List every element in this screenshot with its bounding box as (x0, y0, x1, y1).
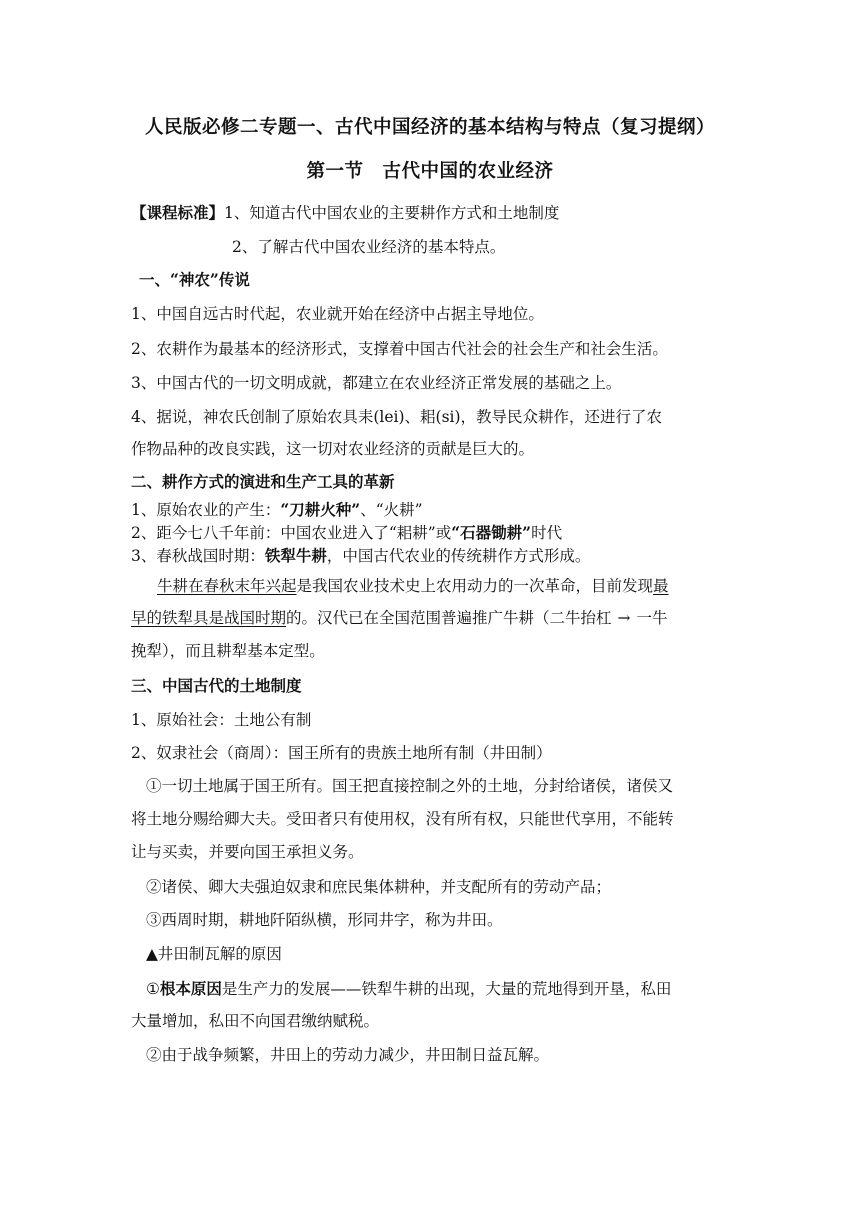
paragraph-1-3: 3、中国古代的一切文明成就，都建立在农业经济正常发展的基础之上。 (131, 374, 622, 392)
paragraph-2-4 (157, 576, 669, 596)
bold-term: 铁犁牛耕 (264, 546, 327, 565)
text-segment: 是我国农业技术史上农用动力的一次革命，目前发现 (296, 577, 654, 595)
bold-term: “刀耕火种” (280, 500, 361, 519)
paragraph-2-5 (131, 608, 668, 628)
text-segment: ，中国古代农业的传统耕作方式形成。 (326, 547, 591, 565)
paragraph-3-3c: 让与买卖，并要向国王承担义务。 (131, 843, 364, 861)
underlined-text: 牛耕在春秋末年兴起 (157, 577, 297, 595)
bold-term: “石器锄耕” (451, 523, 532, 542)
underlined-text: 最 (653, 577, 669, 595)
text-segment: 时代 (531, 524, 563, 542)
text-segment: 的。汉代已在全国范围普遍推广牛耕（二牛抬杠 (286, 609, 612, 627)
text-segment: 2、距今七八千年前：中国农业进入了“耜耕”或 (131, 524, 452, 542)
text-segment: ① (146, 980, 160, 998)
paragraph-3-1: 1、原始社会：土地公有制 (131, 711, 312, 729)
text-segment: 3、春秋战国时期： (131, 547, 265, 565)
paragraph-3-3b: 将土地分赐给卿大夫。受田者只有使用权，没有所有权，只能世代享用，不能转 (131, 810, 674, 828)
paragraph-3-8: 大量增加，私田不向国君缴纳赋税。 (131, 1012, 380, 1030)
paragraph-1-1: 1、中国自远古时代起，农业就开始在经济中占据主导地位。 (131, 305, 544, 323)
paragraph-3-9: ②由于战争频繁，井田上的劳动力减少，井田制日益瓦解。 (146, 1046, 550, 1064)
paragraph-3-7 (146, 979, 671, 999)
course-standard-item-1: 1、知道古代中国农业的主要耕作方式和土地制度 (224, 204, 560, 222)
course-standard-line-1 (131, 203, 559, 223)
paragraph-1-4b: 作物品种的改良实践，这一切对农业经济的贡献是巨大的。 (131, 440, 535, 458)
course-standard-label: 【课程标准】 (131, 203, 225, 222)
heading-land-system: 三、中国古代的土地制度 (131, 676, 302, 695)
paragraph-2-2 (131, 523, 562, 543)
text-segment: 、“火耕” (360, 501, 423, 519)
underlined-text: 早的铁犁具是战国时期 (131, 609, 287, 627)
text-segment: 是生产力的发展——铁犁牛耕的出现，大量的荒地得到开垦，私田 (221, 980, 672, 998)
section-title: 第一节 古代中国的农业经济 (306, 161, 554, 182)
paragraph-1-4a: 4、据说，神农氏创制了原始农具耒(lei)、耜(si)，教导民众耕作，还进行了农 (131, 408, 663, 426)
paragraph-3-4: ②诸侯、卿大夫强迫奴隶和庶民集体耕种，并支配所有的劳动产品； (146, 878, 612, 896)
paragraph-2-1 (131, 500, 423, 520)
paragraph-3-6: ▲井田制瓦解的原因 (146, 945, 282, 963)
paragraph-1-2: 2、农耕作为最基本的经济形式，支撑着中国古代社会的社会生产和社会生活。 (131, 340, 668, 358)
text-segment: 一牛 (636, 609, 668, 627)
document-title: 人民版必修二专题一、古代中国经济的基本结构与特点（复习提纲） (144, 117, 715, 138)
heading-farming-methods: 二、耕作方式的演进和生产工具的革新 (131, 472, 395, 491)
paragraph-2-3 (131, 546, 590, 566)
bold-term: 根本原因 (159, 979, 222, 998)
text-segment: 1、原始农业的产生： (131, 501, 281, 519)
arrow-icon: → (617, 609, 631, 627)
heading-shennong-legend: 一、“神农”传说 (139, 270, 250, 289)
paragraph-3-2: 2、奴隶社会（商周）：国王所有的贵族土地所有制（井田制） (131, 744, 552, 762)
paragraph-3-3a: ①一切土地属于国王所有。国王把直接控制之外的土地，分封给诸侯，诸侯又 (146, 777, 674, 795)
course-standard-item-2: 2、了解古代中国农业经济的基本特点。 (232, 238, 506, 256)
paragraph-3-5: ③西周时期，耕地阡陌纵横，形同井字，称为井田。 (146, 911, 503, 929)
paragraph-2-6: 挽犁），而且耕犁基本定型。 (131, 642, 325, 660)
